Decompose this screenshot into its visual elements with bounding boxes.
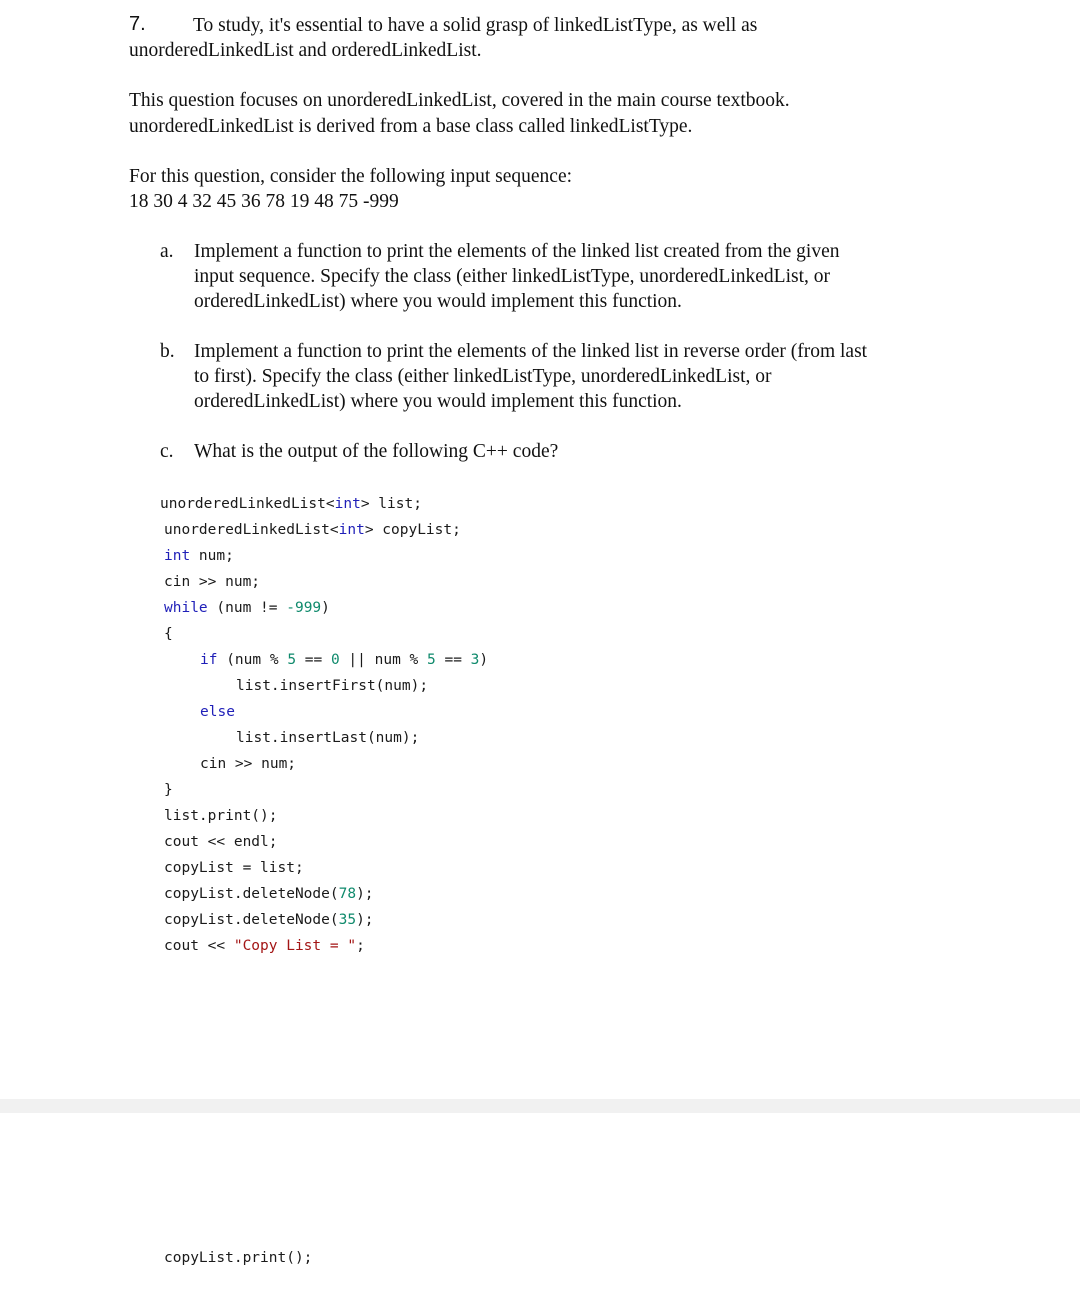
code-line-3 bbox=[164, 546, 234, 566]
question-number: 7. bbox=[129, 13, 146, 35]
code-line-18 bbox=[164, 936, 365, 956]
code-keyword: int bbox=[164, 548, 191, 564]
code-token: (num % bbox=[217, 652, 288, 668]
code-token: > list; bbox=[360, 496, 422, 512]
code-keyword: int bbox=[338, 522, 365, 538]
part-c-line-1: What is the output of the following C++ code? bbox=[194, 441, 559, 462]
code-keyword: if bbox=[200, 652, 218, 668]
code-token: copyList.deleteNode( bbox=[164, 886, 339, 902]
question-intro-line-2: unorderedLinkedList and orderedLinkedList. bbox=[129, 40, 482, 61]
code-token: ); bbox=[356, 886, 374, 902]
code-number: 78 bbox=[338, 886, 357, 902]
code-token: ); bbox=[356, 912, 374, 928]
code-line-8: list.insertFirst(num); bbox=[236, 678, 429, 694]
code-line-17 bbox=[164, 910, 374, 930]
input-sequence-label: For this question, consider the following input sequence: bbox=[129, 166, 573, 187]
code-token: num; bbox=[190, 548, 234, 564]
code-keyword: int bbox=[334, 496, 361, 512]
part-a-line-3: orderedLinkedList) where you would implement this function. bbox=[194, 291, 682, 312]
code-line-16 bbox=[164, 884, 374, 904]
question-intro-line-1: To study, it's essential to have a solid grasp of linkedListType, as well as bbox=[193, 15, 758, 36]
code-number: 3 bbox=[470, 652, 480, 668]
code-token: unorderedLinkedList< bbox=[164, 522, 339, 538]
code-number: 35 bbox=[338, 912, 357, 928]
code-token: unorderedLinkedList< bbox=[160, 496, 335, 512]
code-line-6: { bbox=[164, 626, 173, 642]
code-line-1 bbox=[160, 494, 422, 514]
code-token: ) bbox=[479, 652, 489, 668]
code-token: copyList.deleteNode( bbox=[164, 912, 339, 928]
page-break-divider bbox=[0, 1099, 1080, 1113]
code-line-2 bbox=[164, 520, 461, 540]
code-token: > copyList; bbox=[364, 522, 461, 538]
code-line-4: cin >> num; bbox=[164, 574, 261, 590]
part-b-line-3: orderedLinkedList) where you would implement this function. bbox=[194, 391, 682, 412]
code-number: 5 bbox=[427, 652, 436, 668]
code-line-10: list.insertLast(num); bbox=[236, 730, 420, 746]
code-token: == bbox=[296, 652, 331, 668]
part-a-line-2: input sequence. Specify the class (either linkedListType, unorderedLinkedList, or bbox=[194, 266, 830, 287]
code-line-9: else bbox=[200, 704, 235, 720]
code-line-11: cin >> num; bbox=[200, 756, 297, 772]
code-token: (num != bbox=[207, 600, 287, 616]
focus-line-2: unorderedLinkedList is derived from a base class called linkedListType. bbox=[129, 116, 693, 137]
code-line-13: list.print(); bbox=[164, 808, 278, 824]
part-b-label: b. bbox=[160, 341, 175, 362]
code-line-7 bbox=[200, 650, 488, 670]
part-b-line-2: to first). Specify the class (either linkedListType, unorderedLinkedList, or bbox=[194, 366, 772, 387]
code-token: ; bbox=[356, 938, 365, 954]
code-line-14: cout << endl; bbox=[164, 834, 278, 850]
code-token: cout << bbox=[164, 938, 234, 954]
part-b-line-1: Implement a function to print the elements of the linked list in reverse order (from last bbox=[194, 341, 868, 362]
part-c-label: c. bbox=[160, 441, 174, 462]
code-line-5 bbox=[164, 598, 330, 618]
code-number: 5 bbox=[287, 652, 297, 668]
code-number: 0 bbox=[330, 652, 340, 668]
code-line-12: } bbox=[164, 782, 173, 798]
part-a-label: a. bbox=[160, 241, 174, 262]
part-a-line-1: Implement a function to print the elements of the linked list created from the given bbox=[194, 241, 840, 262]
code-line-15: copyList = list; bbox=[164, 860, 304, 876]
focus-line-1: This question focuses on unorderedLinkedList, covered in the main course textbook. bbox=[129, 90, 790, 111]
code-token: || num % bbox=[339, 652, 428, 668]
input-sequence: 18 30 4 32 45 36 78 19 48 75 -999 bbox=[129, 191, 399, 212]
code-number: -999 bbox=[286, 600, 322, 616]
code-token: ) bbox=[321, 600, 330, 616]
code-string: "Copy List = " bbox=[233, 938, 357, 954]
code-token: == bbox=[435, 652, 471, 668]
code-keyword: while bbox=[164, 600, 208, 616]
code-line-19: copyList.print(); bbox=[164, 1250, 313, 1266]
